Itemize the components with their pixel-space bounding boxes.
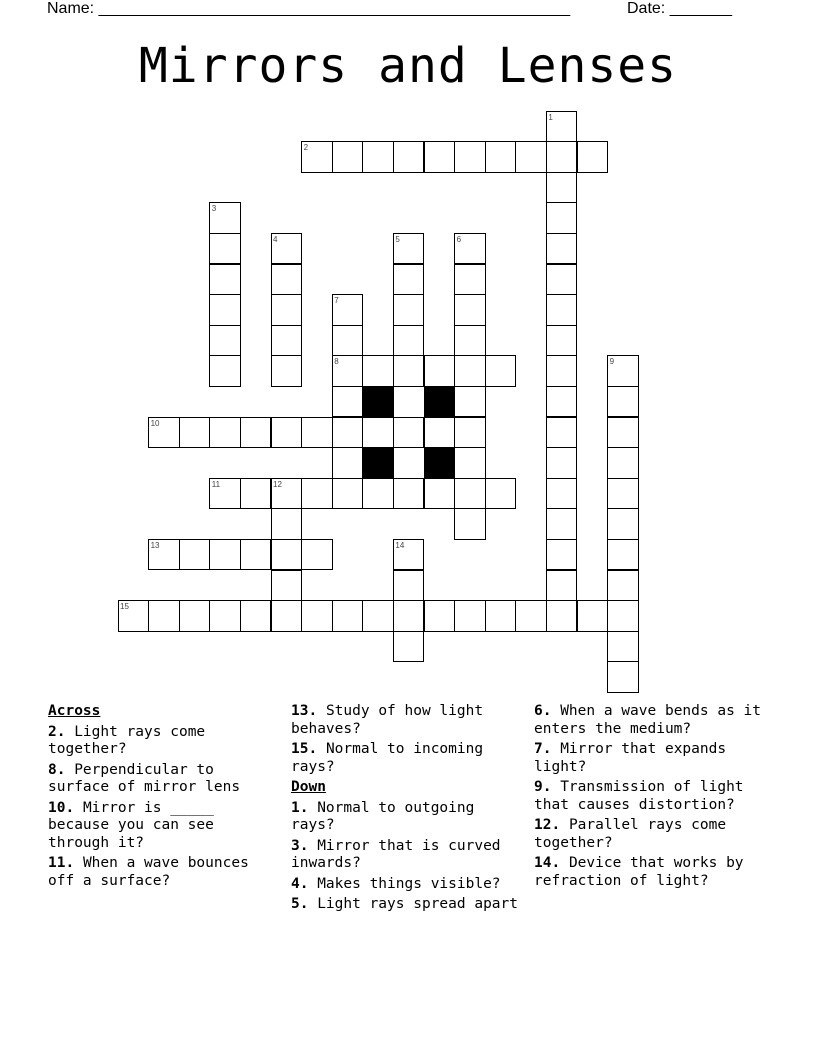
grid-cell[interactable] [577, 141, 609, 173]
date-field[interactable] [627, 0, 732, 18]
clue-number: 7. [534, 741, 552, 757]
grid-cell[interactable] [607, 478, 639, 510]
clue-number-label: 12 [273, 479, 282, 489]
clue-text: Normal to incoming rays? [291, 741, 484, 775]
clue-number-label: 2 [303, 143, 309, 153]
grid-cell[interactable] [454, 355, 486, 387]
clue-number-label: 3 [211, 204, 217, 214]
clue-column-1 [48, 703, 278, 893]
grid-cell[interactable] [546, 264, 578, 296]
clue-column-2 [291, 703, 521, 917]
clue-number: 5. [291, 896, 309, 912]
grid-cell[interactable] [607, 386, 639, 418]
black-square [362, 447, 394, 479]
clue-number-label: 9 [609, 357, 615, 367]
grid-cell[interactable] [424, 478, 456, 510]
clue-number-label: 4 [273, 234, 278, 244]
grid-cell[interactable] [179, 600, 211, 632]
grid-cell[interactable] [485, 355, 517, 387]
grid-cell[interactable] [546, 202, 578, 234]
grid-cell[interactable] [332, 478, 364, 510]
grid-cell[interactable] [332, 447, 364, 479]
clue-text: Makes things visible? [317, 875, 501, 892]
grid-cell[interactable] [332, 600, 364, 632]
clue-text: Normal to outgoing rays? [291, 799, 475, 833]
clue-number-label: 6 [456, 234, 462, 244]
grid-cell[interactable] [301, 478, 333, 510]
clue-down-4 [291, 876, 521, 894]
grid-cell[interactable] [209, 355, 241, 387]
clue-number-label: 15 [120, 602, 129, 612]
clue-down-3 [291, 838, 521, 873]
grid-cell[interactable] [301, 539, 333, 571]
grid-cell[interactable] [546, 600, 578, 632]
grid-cell[interactable] [271, 508, 303, 540]
grid-cell[interactable] [362, 355, 394, 387]
black-square [362, 386, 394, 418]
clue-number: 2. [48, 723, 66, 740]
grid-cell[interactable] [546, 539, 578, 571]
grid-cell[interactable] [485, 141, 517, 173]
grid-cell[interactable] [362, 600, 394, 632]
grid-cell[interactable] [209, 294, 241, 326]
clue-number-label: 14 [395, 540, 405, 550]
clue-across-15 [291, 741, 521, 776]
grid-cell[interactable] [424, 417, 456, 449]
grid-cell[interactable] [332, 141, 364, 173]
clue-down-12 [534, 817, 764, 852]
clue-number: 11. [48, 855, 75, 871]
grid-cell[interactable] [271, 600, 303, 632]
grid-cell[interactable] [546, 508, 578, 540]
grid-cell[interactable] [454, 141, 486, 173]
grid-cell[interactable] [362, 141, 394, 173]
clue-down-7 [534, 741, 764, 776]
clue-number: 1. [291, 799, 309, 816]
grid-cell[interactable] [301, 417, 333, 449]
clue-column-3 [534, 703, 764, 893]
clue-number-label: 1 [548, 112, 553, 122]
date-label: Date: [627, 0, 666, 17]
clue-across-8 [48, 762, 278, 797]
grid-cell[interactable] [546, 386, 578, 418]
clue-number: 15. [291, 741, 318, 757]
grid-cell[interactable] [301, 600, 333, 632]
grid-cell[interactable] [515, 141, 547, 173]
grid-cell[interactable] [607, 417, 639, 449]
grid-cell[interactable] [546, 141, 578, 173]
grid-cell[interactable] [546, 355, 578, 387]
grid-cell[interactable] [209, 264, 241, 296]
page-title: Mirrors and Lenses [138, 38, 678, 94]
black-square [424, 386, 456, 418]
clue-text: Transmission of light that causes distortion? [534, 779, 744, 813]
clue-number: 13. [291, 703, 318, 719]
clue-across-2 [48, 724, 278, 759]
grid-cell[interactable] [393, 355, 425, 387]
clue-number: 4. [291, 875, 309, 892]
clue-text: Perpendicular to surface of mirror lens [48, 761, 241, 795]
grid-cell[interactable] [515, 600, 547, 632]
clue-text: When a wave bounces off a surface? [48, 855, 249, 889]
grid-cell[interactable] [485, 600, 517, 632]
name-blank: _____________________________________________________ [98, 0, 571, 17]
grid-cell[interactable] [332, 386, 364, 418]
grid-cell[interactable] [546, 172, 578, 204]
clue-number-label: 11 [211, 479, 221, 489]
grid-cell[interactable] [546, 233, 578, 265]
date-blank: _______ [669, 0, 732, 17]
grid-cell[interactable] [393, 417, 425, 449]
grid-cell[interactable] [393, 600, 425, 632]
grid-cell[interactable] [546, 417, 578, 449]
grid-cell[interactable] [240, 600, 272, 632]
grid-cell[interactable] [148, 600, 180, 632]
grid-cell[interactable] [577, 600, 609, 632]
clue-number: 6. [534, 703, 552, 719]
grid-cell[interactable] [271, 570, 303, 602]
grid-cell[interactable] [607, 539, 639, 571]
name-field[interactable] [47, 0, 570, 18]
clue-number: 3. [291, 837, 309, 854]
grid-cell[interactable] [454, 508, 486, 540]
grid-cell[interactable] [271, 325, 303, 357]
grid-cell[interactable] [454, 447, 486, 479]
grid-cell[interactable] [393, 570, 425, 602]
grid-cell[interactable] [209, 233, 241, 265]
clue-text: When a wave bends as it enters the medium? [534, 703, 761, 737]
grid-cell[interactable] [393, 478, 425, 510]
grid-cell[interactable] [209, 539, 241, 571]
grid-cell[interactable] [454, 600, 486, 632]
grid-cell[interactable] [454, 386, 486, 418]
grid-cell[interactable] [271, 539, 303, 571]
down-heading: Down [291, 779, 326, 795]
grid-cell[interactable] [454, 264, 486, 296]
grid-cell[interactable] [271, 264, 303, 296]
black-square [424, 447, 456, 479]
clue-down-9 [534, 779, 764, 814]
clue-across-10 [48, 800, 278, 853]
clue-number-label: 5 [395, 234, 400, 244]
clue-text: Device that works by refraction of light? [534, 855, 744, 889]
clue-text: Mirror that expands light? [534, 741, 727, 775]
grid-cell[interactable] [546, 447, 578, 479]
grid-cell[interactable] [362, 417, 394, 449]
clue-down-1 [291, 800, 521, 835]
grid-cell[interactable] [607, 570, 639, 602]
clue-down-5 [291, 896, 521, 914]
grid-cell[interactable] [209, 325, 241, 357]
clue-across-13 [291, 703, 521, 738]
clue-text: Parallel rays come together? [534, 817, 727, 851]
grid-cell[interactable] [454, 325, 486, 357]
grid-cell[interactable] [179, 417, 211, 449]
grid-cell[interactable] [240, 478, 272, 510]
grid-cell[interactable] [271, 294, 303, 326]
grid-cell[interactable] [271, 355, 303, 387]
clue-number-label: 7 [334, 296, 339, 306]
grid-cell[interactable] [546, 478, 578, 510]
grid-cell[interactable] [454, 478, 486, 510]
clue-number-label: 10 [150, 418, 160, 428]
clue-text: Light rays come together? [48, 723, 206, 757]
grid-cell[interactable] [332, 325, 364, 357]
grid-cell[interactable] [240, 417, 272, 449]
grid-cell[interactable] [607, 631, 639, 663]
grid-cell[interactable] [362, 478, 394, 510]
clue-text: Study of how light behaves? [291, 703, 484, 737]
name-label: Name: [47, 0, 95, 17]
grid-cell[interactable] [454, 417, 486, 449]
grid-cell[interactable] [209, 600, 241, 632]
grid-cell[interactable] [393, 141, 425, 173]
across-heading: Across [48, 703, 101, 719]
grid-cell[interactable] [209, 417, 241, 449]
grid-cell[interactable] [424, 355, 456, 387]
clue-number-label: 8 [334, 357, 339, 367]
grid-cell[interactable] [607, 447, 639, 479]
clue-text: Light rays spread apart [317, 896, 518, 912]
grid-cell[interactable] [424, 600, 456, 632]
grid-cell[interactable] [546, 570, 578, 602]
grid-cell[interactable] [454, 294, 486, 326]
clue-number: 8. [48, 761, 66, 778]
grid-cell[interactable] [546, 294, 578, 326]
clue-number: 12. [534, 817, 561, 833]
clue-number: 14. [534, 855, 561, 871]
clue-number: 9. [534, 779, 552, 795]
grid-cell[interactable] [424, 141, 456, 173]
grid-cell[interactable] [607, 600, 639, 632]
grid-cell[interactable] [179, 539, 211, 571]
clue-number-label: 13 [150, 540, 160, 550]
clue-down-6 [534, 703, 764, 738]
clue-number: 10. [48, 799, 75, 816]
clue-text: Mirror is _____ because you can see through it? [48, 799, 214, 851]
grid-cell[interactable] [485, 478, 517, 510]
grid-cell[interactable] [546, 325, 578, 357]
grid-cell[interactable] [393, 294, 425, 326]
grid-cell[interactable] [240, 539, 272, 571]
clue-text: Mirror that is curved inwards? [291, 837, 501, 871]
grid-cell[interactable] [393, 325, 425, 357]
grid-cell[interactable] [607, 508, 639, 540]
grid-cell[interactable] [271, 417, 303, 449]
clue-across-11 [48, 855, 278, 890]
grid-cell[interactable] [607, 661, 639, 693]
grid-cell[interactable] [393, 631, 425, 663]
grid-cell[interactable] [393, 264, 425, 296]
grid-cell[interactable] [332, 417, 364, 449]
clue-down-14 [534, 855, 764, 890]
